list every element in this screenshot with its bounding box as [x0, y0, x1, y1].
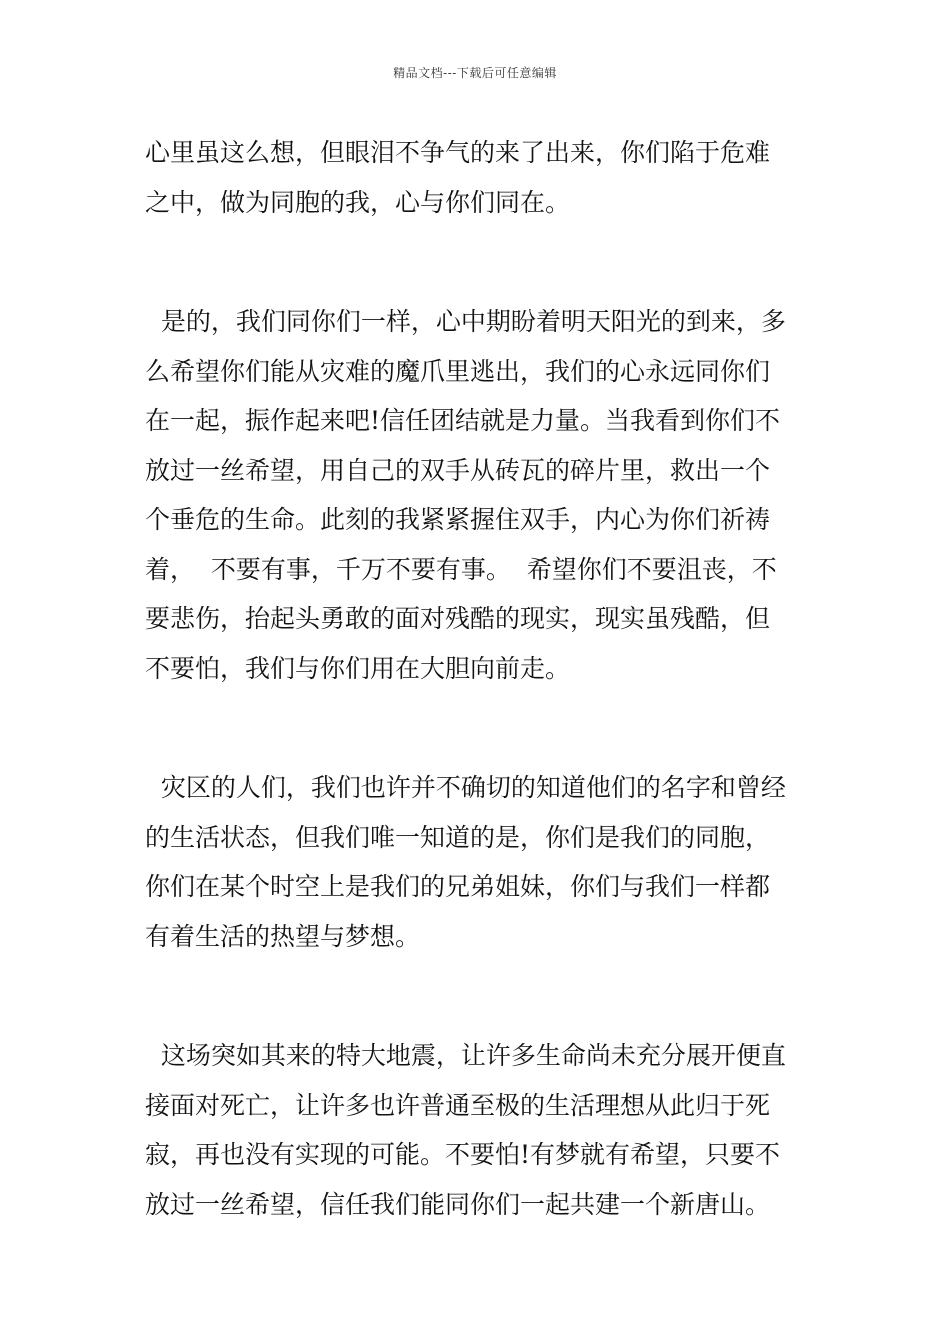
- paragraph-line: 你们在某个时空上是我们的兄弟姐妹，你们与我们一样都: [145, 872, 771, 901]
- paragraph-line: 么希望你们能从灾难的魔爪里逃出，我们的心永远同你们: [145, 356, 771, 386]
- paragraph-line: 是的，我们同你们一样，心中期盼着明天阳光的到来，多: [145, 307, 786, 336]
- paragraph-line: 着， 不要有事，千万不要有事。 希望你们不要沮丧，不: [145, 554, 777, 584]
- page-header: 精品文档---下载后可任意编辑: [393, 66, 557, 80]
- paragraph-line: 要悲伤，抬起头勇敢的面对残酷的现实，现实虽残酷，但: [145, 604, 771, 633]
- paragraph-line: 在一起，振作起来吧!信任团结就是力量。当我看到你们不: [145, 406, 781, 435]
- paragraph-3: [145, 763, 807, 961]
- document-body: [145, 128, 807, 1299]
- paragraph-line: 之中，做为同胞的我，心与你们同在。: [145, 187, 571, 217]
- paragraph-line: 心里虽这么想，但眼泪不争气的来了出来，你们陷于危难: [145, 138, 771, 167]
- paragraph-line: 这场突如其来的特大地震，让许多生命尚未充分展开便直: [145, 1041, 786, 1070]
- paragraph-line: 放过一丝希望，信任我们能同你们一起共建一个新唐山。: [145, 1189, 771, 1219]
- paragraph-line: 寂，再也没有实现的可能。不要怕!有梦就有希望，只要不: [145, 1140, 781, 1169]
- paragraph-line: 灾区的人们，我们也许并不确切的知道他们的名字和曾经: [145, 773, 786, 802]
- paragraph-line: 的生活状态，但我们唯一知道的是，你们是我们的同胞，: [145, 822, 771, 852]
- paragraph-1: [145, 128, 807, 227]
- paragraph-line: 放过一丝希望，用自己的双手从砖瓦的碎片里，救出一个: [145, 455, 771, 485]
- paragraph-line: 个垂危的生命。此刻的我紧紧握住双手，内心为你们祈祷: [145, 505, 771, 534]
- paragraph-line: 不要怕，我们与你们用在大胆向前走。: [145, 653, 571, 683]
- paragraph-line: 接面对死亡，让许多也许普通至极的生活理想从此归于死: [145, 1090, 771, 1120]
- paragraph-line: 有着生活的热望与梦想。: [145, 921, 421, 951]
- paragraph-4: [145, 1031, 807, 1229]
- paragraph-2: [145, 297, 807, 693]
